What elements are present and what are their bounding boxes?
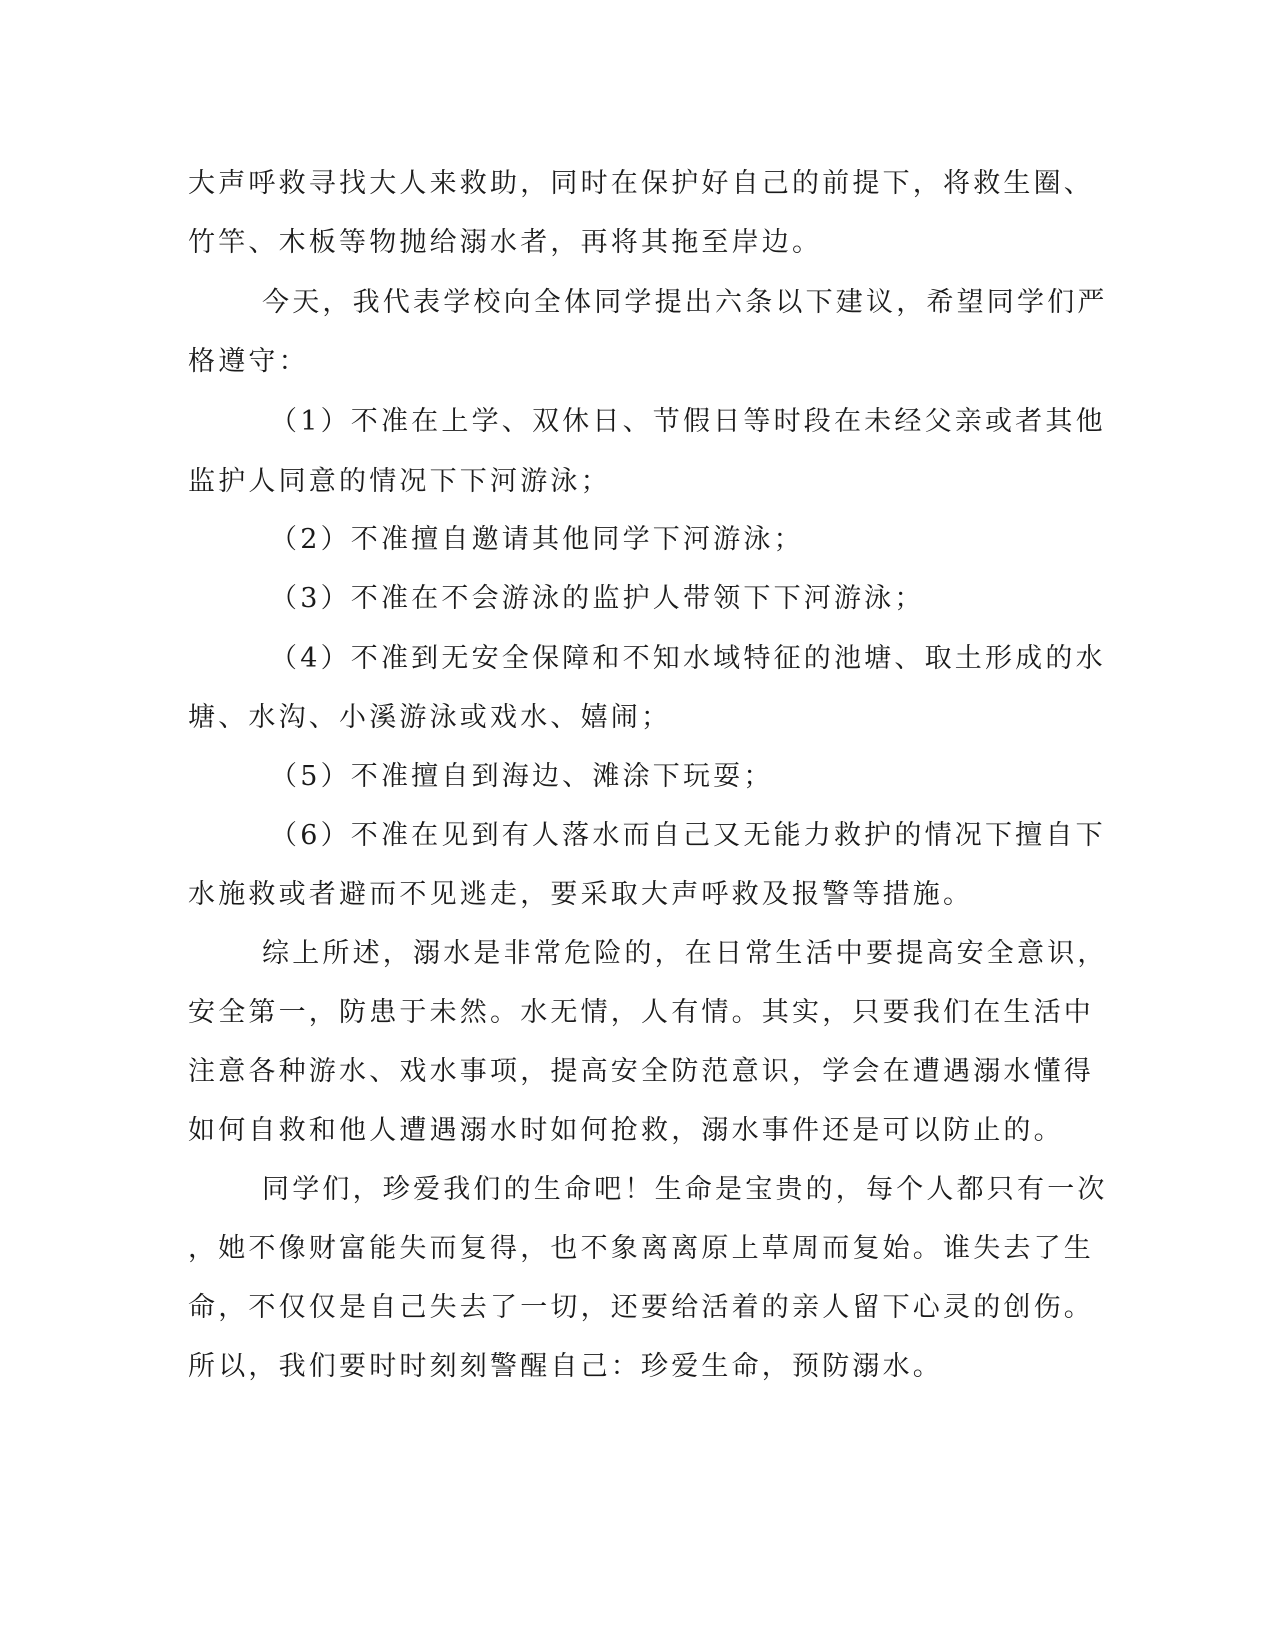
text-line: （1）不准在上学、双休日、节假日等时段在未经父亲或者其他 — [270, 406, 1106, 437]
text-line: （3）不准在不会游泳的监护人带领下下河游泳； — [270, 583, 925, 614]
text-line: 大声呼救寻找大人来救助，同时在保护好自己的前提下，将救生圈、 — [188, 168, 1094, 199]
text-line: 今天，我代表学校向全体同学提出六条以下建议，希望同学们严 — [262, 287, 1108, 318]
text-line: 注意各种游水、戏水事项，提高安全防范意识，学会在遭遇溺水懂得 — [188, 1056, 1094, 1087]
text-line: （4）不准到无安全保障和不知水域特征的池塘、取土形成的水 — [270, 643, 1106, 674]
text-line: 监护人同意的情况下下河游泳； — [188, 466, 611, 497]
text-line: 水施救或者避而不见逃走，要采取大声呼救及报警等措施。 — [188, 879, 974, 910]
text-line: （6）不准在见到有人落水而自己又无能力救护的情况下擅自下 — [270, 820, 1106, 851]
text-line: 命，不仅仅是自己失去了一切，还要给活着的亲人留下心灵的创伤。 — [188, 1292, 1094, 1323]
text-line: 竹竿、木板等物抛给溺水者，再将其拖至岸边。 — [188, 227, 823, 258]
text-line: 综上所述，溺水是非常危险的，在日常生活中要提高安全意识， — [262, 938, 1108, 969]
text-line: （5）不准擅自到海边、滩涂下玩耍； — [270, 761, 774, 792]
text-line: （2）不准擅自邀请其他同学下河游泳； — [270, 524, 804, 555]
text-line: 同学们，珍爱我们的生命吧！生命是宝贵的，每个人都只有一次 — [262, 1174, 1108, 1205]
text-line: 所以，我们要时时刻刻警醒自己：珍爱生命，预防溺水。 — [188, 1351, 943, 1382]
text-line: 塘、水沟、小溪游泳或戏水、嬉闹； — [188, 702, 672, 733]
text-line: 格遵守： — [188, 346, 309, 377]
text-line: 安全第一，防患于未然。水无情，人有情。其实，只要我们在生活中 — [188, 997, 1094, 1028]
text-line: ，她不像财富能失而复得，也不象离离原上草周而复始。谁失去了生 — [188, 1233, 1094, 1264]
text-line: 如何自救和他人遭遇溺水时如何抢救，溺水事件还是可以防止的。 — [188, 1115, 1064, 1146]
